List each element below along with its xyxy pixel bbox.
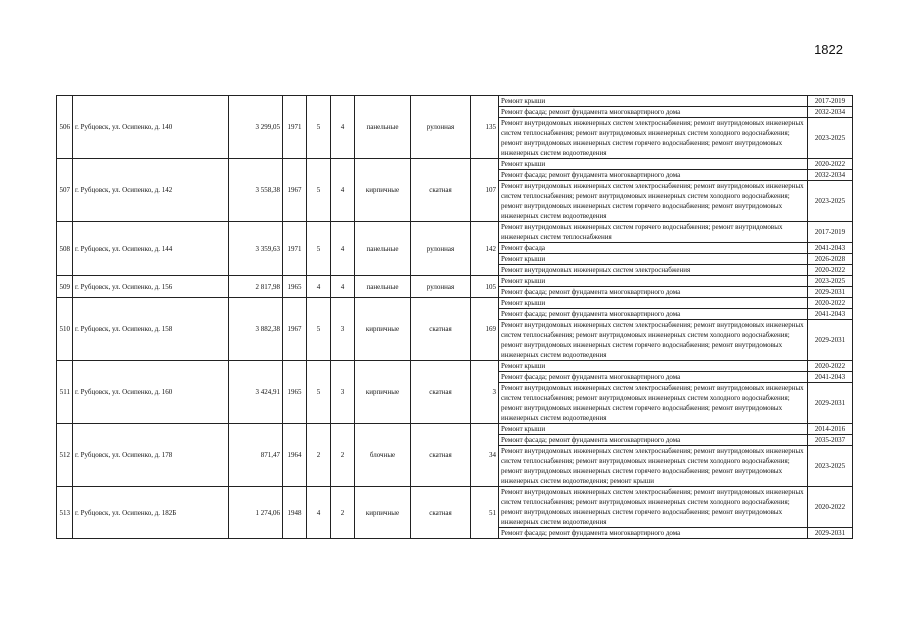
cell-wall-material: кирпичные [355, 487, 411, 539]
cell-period: 2029-2031 [808, 528, 853, 539]
cell-number: 511 [57, 361, 73, 424]
cell-floors: 5 [307, 298, 331, 361]
cell-floors: 5 [307, 361, 331, 424]
cell-period: 2023-2025 [808, 118, 853, 159]
cell-address: г. Рубцовск, ул. Осипенко, д. 140 [73, 96, 229, 159]
cell-work-type: Ремонт фасада; ремонт фундамента многоквартирного дома [499, 107, 808, 118]
cell-work-type: Ремонт фасада; ремонт фундамента многоквартирного дома [499, 435, 808, 446]
cell-period: 2020-2022 [808, 265, 853, 276]
cell-work-type: Ремонт крыши [499, 424, 808, 435]
cell-address: г. Рубцовск, ул. Осипенко, д. 160 [73, 361, 229, 424]
cell-period: 2020-2022 [808, 298, 853, 309]
cell-address: г. Рубцовск, ул. Осипенко, д. 144 [73, 222, 229, 276]
cell-work-type: Ремонт крыши [499, 276, 808, 287]
cell-number: 513 [57, 487, 73, 539]
cell-roof-type: рулонная [411, 96, 471, 159]
cell-wall-material: панельные [355, 96, 411, 159]
cell-work-type: Ремонт крыши [499, 96, 808, 107]
cell-area: 1 274,06 [229, 487, 283, 539]
table-row [57, 298, 853, 309]
cell-period: 2032-2034 [808, 107, 853, 118]
cell-entrances: 3 [331, 298, 355, 361]
cell-wall-material: кирпичные [355, 159, 411, 222]
cell-entrances: 4 [331, 96, 355, 159]
cell-entrances: 2 [331, 424, 355, 487]
housing-repair-table [56, 95, 853, 539]
table-row [57, 424, 853, 435]
cell-floors: 5 [307, 222, 331, 276]
cell-wall-material: кирпичные [355, 361, 411, 424]
cell-work-type: Ремонт фасада; ремонт фундамента многоквартирного дома [499, 170, 808, 181]
table-row [57, 487, 853, 528]
table-row [57, 361, 853, 372]
cell-period: 2023-2025 [808, 446, 853, 487]
cell-residents: 142 [471, 222, 499, 276]
cell-work-type: Ремонт крыши [499, 298, 808, 309]
cell-address: г. Рубцовск, ул. Осипенко, д. 182Б [73, 487, 229, 539]
table-row [57, 96, 853, 107]
cell-period: 2014-2016 [808, 424, 853, 435]
cell-number: 510 [57, 298, 73, 361]
cell-period: 2017-2019 [808, 222, 853, 243]
cell-area: 871,47 [229, 424, 283, 487]
cell-work-type: Ремонт фасада; ремонт фундамента многоквартирного дома [499, 309, 808, 320]
cell-period: 2023-2025 [808, 181, 853, 222]
cell-area: 3 558,38 [229, 159, 283, 222]
cell-number: 508 [57, 222, 73, 276]
cell-area: 3 424,91 [229, 361, 283, 424]
table-row [57, 276, 853, 287]
cell-work-type: Ремонт внутридомовых инженерных систем горячего водоснабжения; ремонт внутридомовых инженерных систем теплоснабжения [499, 222, 808, 243]
cell-floors: 5 [307, 159, 331, 222]
cell-period: 2026-2028 [808, 254, 853, 265]
cell-area: 3 882,38 [229, 298, 283, 361]
cell-floors: 4 [307, 276, 331, 298]
cell-period: 2020-2022 [808, 487, 853, 528]
cell-roof-type: скатная [411, 159, 471, 222]
cell-work-type: Ремонт внутридомовых инженерных систем электроснабжения; ремонт внутридомовых инженерных систем теплоснабжения; ремонт внутридомовых инженерных систем холодного водоснабжения; ремонт внутридомовых инженерных систем горячего водоснабжения; ремонт внутридомовых инженерных систем водоотведения; ремонт крыши [499, 446, 808, 487]
cell-period: 2041-2043 [808, 309, 853, 320]
cell-roof-type: рулонная [411, 276, 471, 298]
cell-period: 2029-2031 [808, 320, 853, 361]
cell-wall-material: панельные [355, 276, 411, 298]
cell-residents: 105 [471, 276, 499, 298]
cell-entrances: 3 [331, 361, 355, 424]
cell-period: 2020-2022 [808, 361, 853, 372]
cell-period: 2041-2043 [808, 243, 853, 254]
cell-number: 507 [57, 159, 73, 222]
cell-year: 1967 [283, 298, 307, 361]
cell-roof-type: рулонная [411, 222, 471, 276]
cell-year: 1967 [283, 159, 307, 222]
cell-work-type: Ремонт фасада; ремонт фундамента многоквартирного дома [499, 287, 808, 298]
cell-period: 2017-2019 [808, 96, 853, 107]
table-row [57, 222, 853, 243]
cell-year: 1964 [283, 424, 307, 487]
page-number: 1822 [814, 42, 843, 57]
cell-address: г. Рубцовск, ул. Осипенко, д. 142 [73, 159, 229, 222]
cell-year: 1971 [283, 96, 307, 159]
cell-roof-type: скатная [411, 487, 471, 539]
cell-number: 509 [57, 276, 73, 298]
cell-residents: 107 [471, 159, 499, 222]
cell-entrances: 2 [331, 487, 355, 539]
cell-period: 2029-2031 [808, 383, 853, 424]
cell-period: 2029-2031 [808, 287, 853, 298]
cell-work-type: Ремонт крыши [499, 361, 808, 372]
cell-address: г. Рубцовск, ул. Осипенко, д. 178 [73, 424, 229, 487]
cell-year: 1965 [283, 276, 307, 298]
cell-floors: 4 [307, 487, 331, 539]
cell-residents: 3 [471, 361, 499, 424]
cell-floors: 2 [307, 424, 331, 487]
cell-wall-material: блочные [355, 424, 411, 487]
cell-address: г. Рубцовск, ул. Осипенко, д. 156 [73, 276, 229, 298]
cell-year: 1965 [283, 361, 307, 424]
cell-period: 2035-2037 [808, 435, 853, 446]
cell-area: 3 359,63 [229, 222, 283, 276]
cell-period: 2020-2022 [808, 159, 853, 170]
cell-residents: 135 [471, 96, 499, 159]
cell-area: 3 299,05 [229, 96, 283, 159]
cell-work-type: Ремонт фасада; ремонт фундамента многоквартирного дома [499, 528, 808, 539]
cell-entrances: 4 [331, 222, 355, 276]
cell-work-type: Ремонт внутридомовых инженерных систем электроснабжения; ремонт внутридомовых инженерных систем теплоснабжения; ремонт внутридомовых инженерных систем холодного водоснабжения; ремонт внутридомовых инженерных систем горячего водоснабжения; ремонт внутридомовых инженерных систем водоотведения [499, 487, 808, 528]
cell-period: 2032-2034 [808, 170, 853, 181]
cell-work-type: Ремонт внутридомовых инженерных систем электроснабжения; ремонт внутридомовых инженерных систем теплоснабжения; ремонт внутридомовых инженерных систем холодного водоснабжения; ремонт внутридомовых инженерных систем горячего водоснабжения; ремонт внутридомовых инженерных систем водоотведения [499, 181, 808, 222]
cell-residents: 51 [471, 487, 499, 539]
cell-entrances: 4 [331, 276, 355, 298]
cell-work-type: Ремонт крыши [499, 254, 808, 265]
cell-number: 506 [57, 96, 73, 159]
cell-roof-type: скатная [411, 298, 471, 361]
cell-work-type: Ремонт крыши [499, 159, 808, 170]
cell-roof-type: скатная [411, 424, 471, 487]
cell-work-type: Ремонт внутридомовых инженерных систем электроснабжения; ремонт внутридомовых инженерных систем теплоснабжения; ремонт внутридомовых инженерных систем холодного водоснабжения; ремонт внутридомовых инженерных систем горячего водоснабжения; ремонт внутридомовых инженерных систем водоотведения [499, 383, 808, 424]
cell-period: 2041-2043 [808, 372, 853, 383]
cell-number: 512 [57, 424, 73, 487]
cell-entrances: 4 [331, 159, 355, 222]
cell-work-type: Ремонт внутридомовых инженерных систем электроснабжения [499, 265, 808, 276]
cell-work-type: Ремонт фасада [499, 243, 808, 254]
cell-year: 1948 [283, 487, 307, 539]
cell-work-type: Ремонт внутридомовых инженерных систем электроснабжения; ремонт внутридомовых инженерных систем теплоснабжения; ремонт внутридомовых инженерных систем холодного водоснабжения; ремонт внутридомовых инженерных систем горячего водоснабжения; ремонт внутридомовых инженерных систем водоотведения [499, 118, 808, 159]
cell-roof-type: скатная [411, 361, 471, 424]
cell-period: 2023-2025 [808, 276, 853, 287]
cell-wall-material: панельные [355, 222, 411, 276]
cell-work-type: Ремонт внутридомовых инженерных систем электроснабжения; ремонт внутридомовых инженерных систем теплоснабжения; ремонт внутридомовых инженерных систем холодного водоснабжения; ремонт внутридомовых инженерных систем горячего водоснабжения; ремонт внутридомовых инженерных систем водоотведения [499, 320, 808, 361]
cell-wall-material: кирпичные [355, 298, 411, 361]
cell-residents: 169 [471, 298, 499, 361]
cell-work-type: Ремонт фасада; ремонт фундамента многоквартирного дома [499, 372, 808, 383]
cell-address: г. Рубцовск, ул. Осипенко, д. 158 [73, 298, 229, 361]
cell-year: 1971 [283, 222, 307, 276]
cell-area: 2 817,98 [229, 276, 283, 298]
cell-floors: 5 [307, 96, 331, 159]
cell-residents: 34 [471, 424, 499, 487]
table-row [57, 159, 853, 170]
